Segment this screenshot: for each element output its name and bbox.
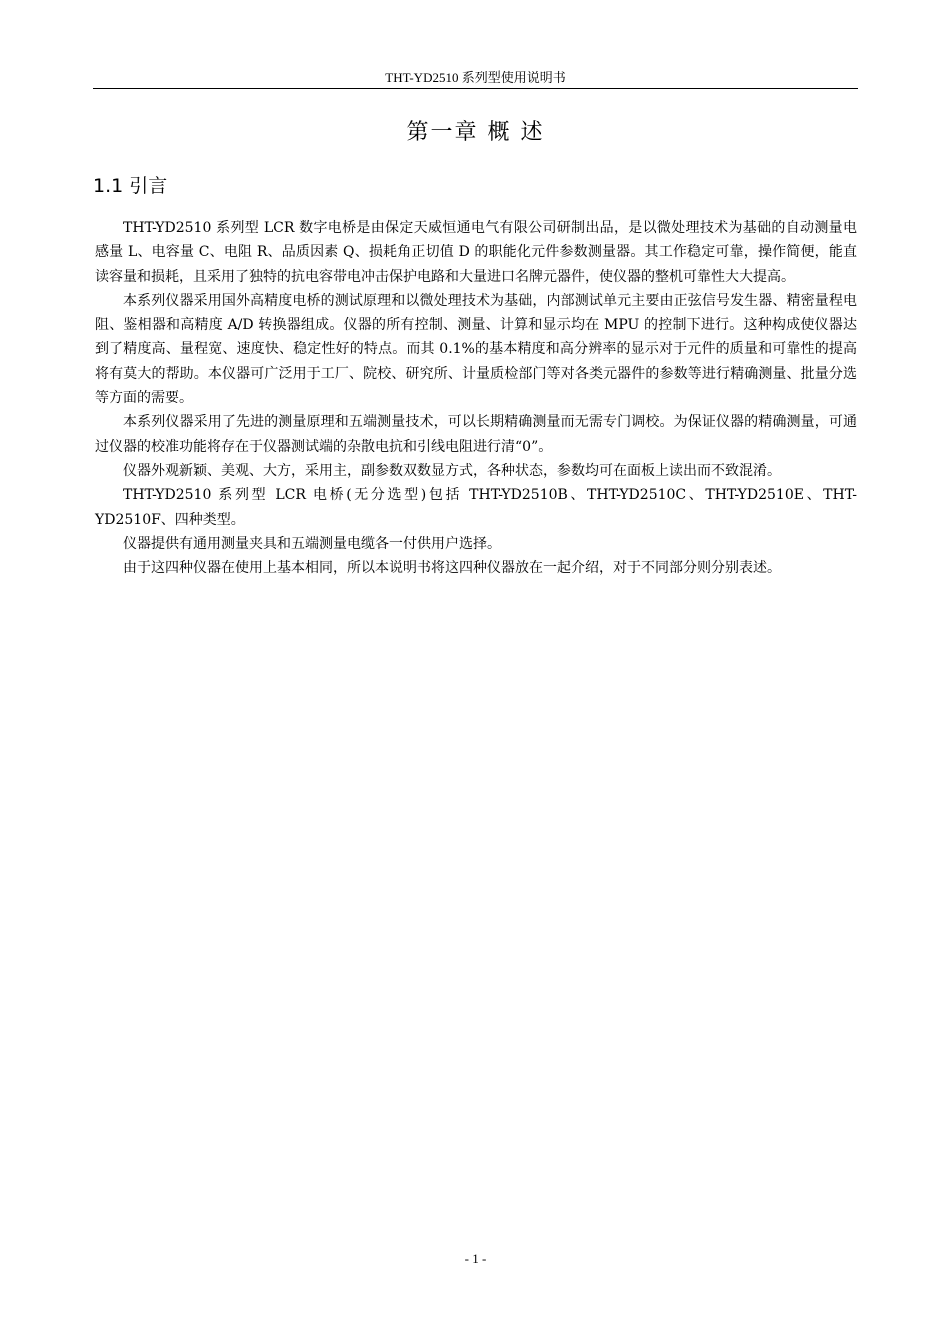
page-number: - 1 - [464,1251,487,1266]
paragraph-7: 由于这四种仪器在使用上基本相同，所以本说明书将这四种仪器放在一起介绍，对于不同部分则分别表述。 [123,560,781,577]
paragraph-5: THT-YD2510 系列型 LCR 电桥(无分选型)包括 THT-YD2510B、THT-YD2510C、THT-YD2510E、THT-YD2510F、四种类型。 [95,487,857,528]
running-header: THT-YD2510 系列型使用说明书 [385,70,566,85]
paragraph-2: 本系列仪器采用国外高精度电桥的测试原理和以微处理技术为基础，内部测试单元主要由正弦信号发生器、精密量程电阻、鉴相器和高精度 A/D 转换器组成。仪器的所有控制、测量、计算和显示均在 MPU 的控制下进行。这种构成使仪器达到了精度高、量程宽、速度快、稳定性好的特点。而其 0.1%的基本精度和高分辨率的显示对于元件的质量和可靠性的提高将有莫大的帮助。本仪器可广泛用于工厂、院校、研究所、计量质检部门等对各类元器件的参数等进行精确测量、批量分选等方面的需要。 [95,292,857,407]
section-title: 1.1 引言 [93,175,168,197]
paragraph-4: 仪器外观新颖、美观、大方，采用主，副参数双数显方式，各种状态，参数均可在面板上读出而不致混淆。 [123,462,781,479]
paragraph-6: 仪器提供有通用测量夹具和五端测量电缆各一付供用户选择。 [123,535,501,552]
header-divider [93,88,858,89]
body-text [95,216,857,580]
chapter-title: 第一章 概 述 [406,120,545,145]
paragraph-3: 本系列仪器采用了先进的测量原理和五端测量技术，可以长期精确测量而无需专门调校。为保证仪器的精确测量，可通过仪器的校准功能将存在于仪器测试端的杂散电抗和引线电阻进行清“0”。 [95,414,857,455]
paragraph-1: THT-YD2510 系列型 LCR 数字电桥是由保定天威恒通电气有限公司研制出品，是以微处理技术为基础的自动测量电感量 L、电容量 C、电阻 R、品质因素 Q、损耗角正切值 D 的职能化元件参数测量器。其工作稳定可靠，操作简便，能直读容量和损耗，且采用了独特的抗电容带电冲击保护电路和大量进口名牌元器件，使仪器的整机可靠性大大提高。 [95,220,857,285]
